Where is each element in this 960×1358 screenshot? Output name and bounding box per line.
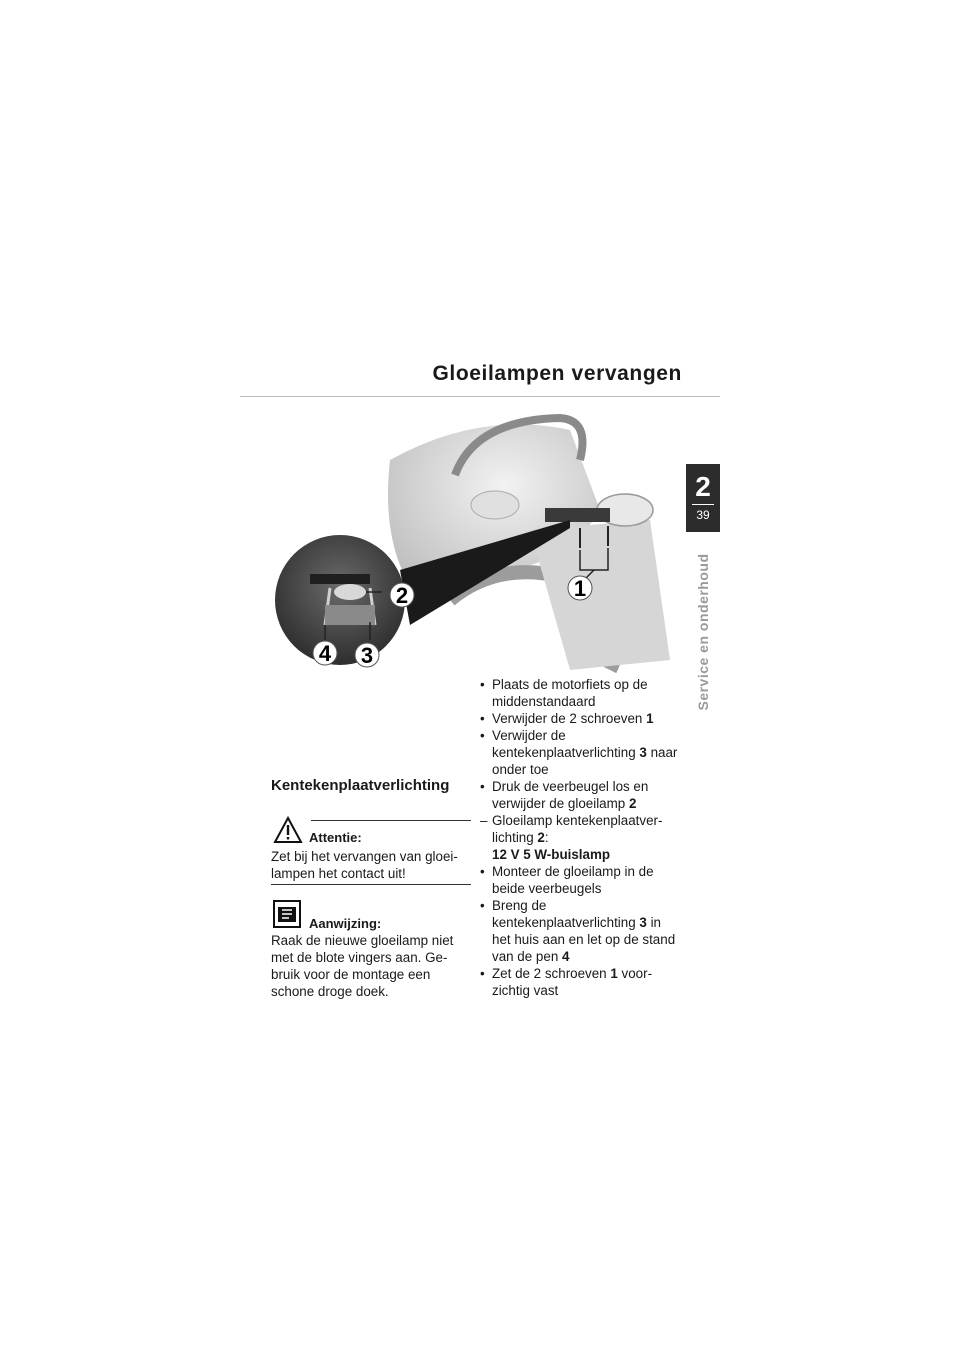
bullet-marker: • — [480, 966, 485, 981]
mudguard — [530, 520, 670, 670]
step-text-after: naar onder toe — [492, 745, 678, 777]
callout-4 — [313, 641, 337, 666]
callout-2-label: 2 — [395, 583, 409, 608]
callout-1 — [568, 576, 592, 601]
page-title: Gloeilampen vervangen — [432, 362, 682, 385]
step-item — [478, 812, 678, 863]
step-text: Verwijder de 2 schroeven — [492, 711, 647, 726]
part-reference: 1 — [646, 711, 654, 726]
bullet-marker: • — [480, 864, 485, 879]
note-label: Aanwijzing: — [309, 916, 382, 931]
part-reference: 2 — [628, 796, 637, 811]
attention-rule-top — [311, 820, 471, 821]
bullet-marker: • — [480, 779, 485, 794]
turn-signal-left — [471, 491, 519, 519]
bullet-marker: • — [480, 898, 485, 913]
step-item — [478, 965, 678, 999]
step-text-after: in het huis aan en let op de stand van de pen — [492, 915, 676, 964]
bullet-marker: • — [480, 677, 485, 692]
part-reference: 3 — [639, 745, 647, 760]
step-item — [478, 676, 678, 710]
step-text-after: : — [544, 830, 549, 845]
step-text: Zet de 2 schroeven — [492, 966, 611, 981]
license-plate-light-illustration — [270, 400, 690, 680]
chapter-number: 2 — [695, 471, 711, 502]
step-item — [478, 863, 678, 897]
callout-4-label: 4 — [318, 641, 332, 666]
step-text: Druk de veerbeugel los en verwijder de gloeilamp — [492, 779, 649, 811]
callout-1-label: 1 — [573, 576, 587, 601]
part-reference: 4 — [562, 949, 570, 964]
right-column — [478, 676, 678, 999]
part-reference: 2 — [537, 830, 545, 845]
step-text: Monteer de gloeilamp in de beide veerbeugels — [492, 864, 654, 896]
step-item — [478, 778, 678, 812]
attention-label: Attentie: — [309, 830, 362, 845]
section-title: Kentekenplaatverlichting — [271, 777, 450, 794]
callout-3 — [355, 643, 379, 668]
plate-light-housing — [545, 508, 610, 522]
attention-text: Zet bij het vervangen van gloei-lampen het contact uit! — [271, 849, 458, 881]
title-rule — [240, 396, 720, 397]
page-number: 39 — [696, 508, 710, 522]
note-text: Raak de nieuwe gloeilamp niet met de blote vingers aan. Ge-bruik voor de montage een schone droge doek. — [271, 933, 454, 999]
step-text: Verwijder de kentekenplaatverlichting — [492, 728, 640, 760]
part-reference: 1 — [610, 966, 618, 981]
attention-rule-bottom — [271, 884, 471, 885]
bulb-spec: 12 V 5 W-buislamp — [492, 847, 611, 862]
step-item — [478, 897, 678, 965]
callout-2 — [390, 583, 414, 608]
left-column — [271, 776, 471, 999]
step-text: Plaats de motorfiets op de middenstandaard — [492, 677, 648, 709]
step-text: Gloeilamp kentekenplaatver-lichting — [492, 813, 663, 845]
bullet-marker: • — [480, 728, 485, 743]
step-text: Breng de kentekenplaatverlichting — [492, 898, 640, 930]
warning-triangle-icon — [273, 816, 303, 844]
step-item — [478, 710, 678, 727]
dash-marker: – — [480, 813, 488, 828]
step-item — [478, 727, 678, 778]
note-icon — [273, 900, 301, 928]
part-reference: 3 — [639, 915, 647, 930]
bullet-marker: • — [480, 711, 485, 726]
chapter-tab — [686, 464, 720, 532]
callout-3-label: 3 — [360, 643, 374, 668]
step-text-after: voor-zichtig vast — [492, 966, 653, 998]
chapter-tab-divider — [692, 504, 714, 505]
detail-inset — [275, 535, 405, 665]
side-section-label: Service en onderhoud — [695, 553, 711, 711]
